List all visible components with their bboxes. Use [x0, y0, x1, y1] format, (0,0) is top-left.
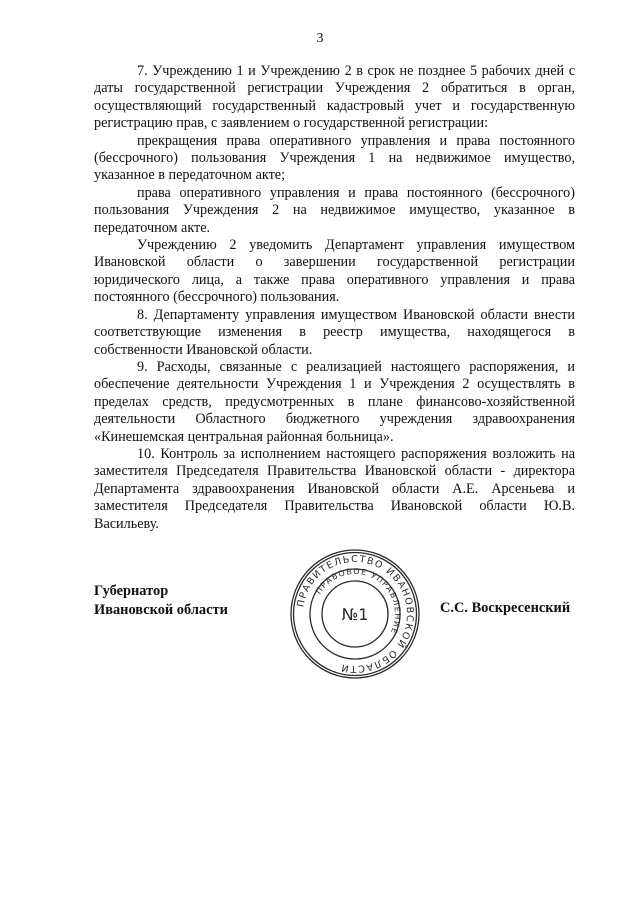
paragraph-7-item-1: прекращения права оперативного управления и права постоянного (бессрочного) пользования Учреждения 1 на недвижимое имущество, указанное в передаточном акте; [94, 132, 575, 184]
paragraph-7: 7. Учреждению 1 и Учреждению 2 в срок не позднее 5 рабочих дней с даты государственной регистрации Учреждения 2 обратиться в орган, осуществляющий государственный кадастровый учет и государственную регистрацию прав, с заявлением о государственной регистрации: [94, 63, 575, 132]
seal-outer-text: ПРАВИТЕЛЬСТВО ИВАНОВСКОЙ ОБЛАСТИ [295, 553, 416, 675]
seal-inner-text: ПРАВОВОЕ УПРАВЛЕНИЕ [314, 566, 403, 636]
signatory-name: С.С. Воскресенский [440, 600, 571, 616]
paragraph-8: 8. Департаменту управления имуществом Ивановской области внести соответствующие изменения в реестр имущества, находящегося в собственности Ивановской области. [94, 306, 575, 358]
official-seal-stamp [287, 546, 423, 682]
paragraph-10: 10. Контроль за исполнением настоящего распоряжения возложить на заместителя Председателя Правительства Ивановской области - директора Департамента здравоохранения Ивановской области А.Е. Арсеньева и заместителя Председателя Правительства Ивановской области Ю.В. Васильеву. [94, 445, 575, 532]
document-body [94, 63, 575, 533]
page-number: 3 [316, 31, 324, 46]
signatory-title-line-2: Ивановской области [94, 602, 228, 618]
signatory-title [94, 582, 228, 620]
paragraph-7-notice: Учреждению 2 уведомить Департамент управления имуществом Ивановской области о завершении государственной регистрации юридического лица, а также права оперативного управления и права постоянного (бессрочного) пользования. [94, 237, 575, 306]
paragraph-9: 9. Расходы, связанные с реализацией настоящего распоряжения, и обеспечение деятельности Учреждения 1 и Учреждения 2 осуществлять в пределах средств, предусмотренных в плане финансово-хозяйственной деятельности Областного бюджетного учреждения здравоохранения «Кинешемская центральная районная больница». [94, 358, 575, 445]
signatory-title-line-1: Губернатор [94, 583, 169, 599]
paragraph-7-item-2: права оперативного управления и права постоянного (бессрочного) пользования Учреждения 2 на недвижимое имущество, указанное в передаточном акте. [94, 184, 575, 236]
seal-number: №1 [341, 605, 369, 624]
